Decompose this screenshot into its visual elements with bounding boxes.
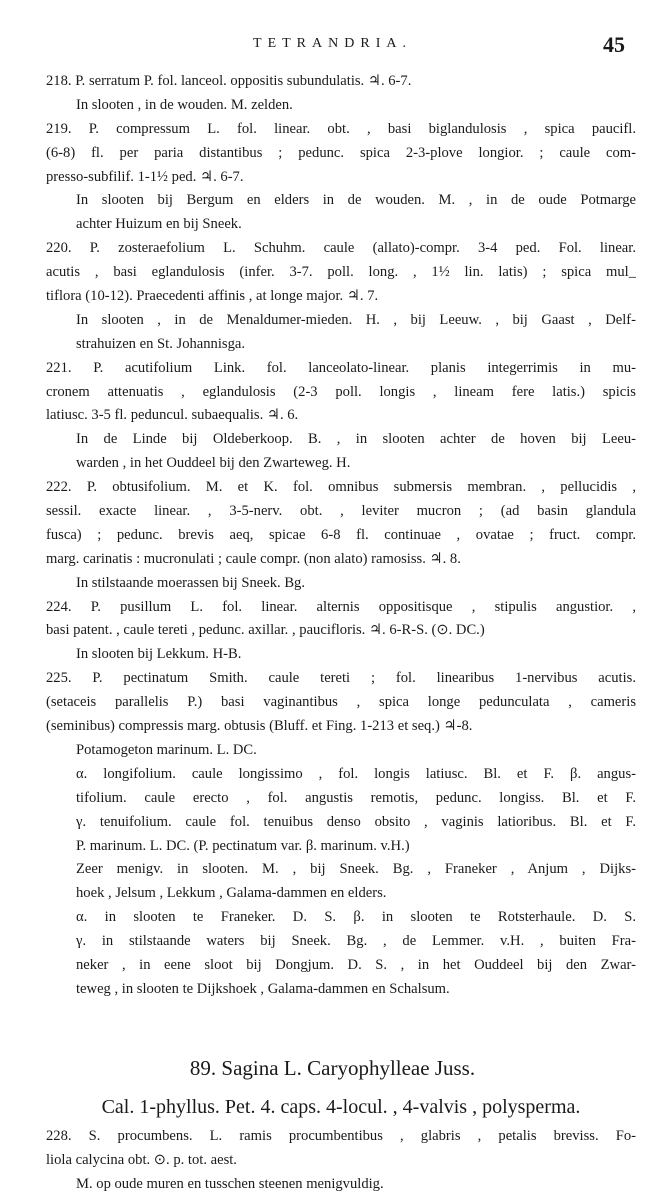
- running-title: TETRANDRIA.: [253, 36, 412, 51]
- species-entries: [46, 70, 636, 1002]
- text-line: 221. P. acutifolium Link. fol. lanceolato-linear. planis integerrimis in mu-: [46, 359, 636, 376]
- text-line: latiusc. 3-5 fl. peduncul. subaequalis. ♃. 6.: [46, 407, 299, 424]
- text-line: 224. P. pusillum L. fol. linear. alternis oppositisque , stipulis angustior. ,: [46, 598, 636, 615]
- text-line: α. longifolium. caule longissimo , fol. longis latiusc. Bl. et F. β. angus-: [76, 765, 636, 782]
- text-line: liola calycina obt. ⊙. p. tot. aest.: [46, 1151, 237, 1168]
- sagina-entries: [46, 1125, 636, 1197]
- text-line: warden , in het Ouddeel bij den Zwarteweg. H.: [76, 455, 351, 472]
- page-number: 45: [603, 32, 625, 57]
- text-line: fusca) ; pedunc. brevis aeq, spicae 6-8 fl. continuae , ovatae ; fruct. compr.: [46, 526, 636, 543]
- text-line: In slooten bij Bergum en elders in de wouden. M. , in de oude Potmarge: [76, 192, 636, 209]
- text-line: cronem attenuatis , eglandulosis (2-3 poll. longis , lineam fere latis.) spicis: [46, 383, 636, 400]
- genus-character: Cal. 1-phyllus. Pet. 4. caps. 4-locul. , 4-valvis , polysperma.: [101, 1096, 581, 1118]
- text-line: P. marinum. L. DC. (P. pectinatum var. β. marinum. v.H.): [76, 837, 410, 854]
- text-line: In stilstaande moerassen bij Sneek. Bg.: [76, 574, 305, 591]
- text-line: acutis , basi eglandulosis (infer. 3-7. poll. long. , 1½ lin. latis) ; spica mul_: [46, 264, 636, 281]
- text-line: neker , in eene sloot bij Dongjum. D. S. , in het Ouddeel bij den Zwar-: [76, 956, 636, 973]
- text-line: (seminibus) compressis marg. obtusis (Bluff. et Fing. 1-213 et seq.) ♃-8.: [46, 718, 473, 735]
- text-line: 228. S. procumbens. L. ramis procumbentibus , glabris , petalis breviss. Fo-: [46, 1128, 636, 1144]
- text-line: In slooten , in de wouden. M. zelden.: [76, 96, 293, 113]
- text-line: tifolium. caule erecto , fol. angustis remotis, pedunc. longiss. Bl. et F.: [76, 789, 636, 806]
- text-line: basi patent. , caule tereti , pedunc. axillar. , paucifloris. ♃. 6-R-S. (⊙. DC.): [46, 622, 485, 639]
- text-line: marg. carinatis : mucronulati ; caule compr. (non alato) ramosiss. ♃. 8.: [46, 550, 461, 567]
- text-line: 220. P. zosteraefolium L. Schuhm. caule (allato)-compr. 3-4 ped. Fol. linear.: [46, 240, 636, 257]
- text-line: teweg , in slooten te Dijkshoek , Galama-dammen en Schalsum.: [76, 980, 450, 997]
- text-line: (setaceis parallelis P.) basi vaginantibus , spica longe pedunculata , cameris: [46, 694, 636, 711]
- text-line: 219. P. compressum L. fol. linear. obt. , basi biglandulosis , spica paucifl.: [46, 120, 636, 137]
- text-line: sessil. exacte linear. , 3-5-nerv. obt. , leviter mucron ; (ad basin glandula: [46, 503, 636, 520]
- text-line: In de Linde bij Oldeberkoop. B. , in slooten achter de hoven bij Leeu-: [76, 431, 636, 448]
- text-line: (6-8) fl. per paria distantibus ; pedunc. spica 2-3-plove longior. ; caule com-: [46, 144, 636, 161]
- text-line: M. op oude muren en tusschen steenen menigvuldig.: [76, 1175, 384, 1192]
- text-line: hoek , Jelsum , Lekkum , Galama-dammen en elders.: [76, 885, 387, 902]
- text-line: Zeer menigv. in slooten. M. , bij Sneek. Bg. , Franeker , Anjum , Dijks-: [76, 861, 636, 878]
- text-line: In slooten , in de Menaldumer-mieden. H. , bij Leeuw. , bij Gaast , Delf-: [76, 311, 636, 328]
- text-line: Potamogeton marinum. L. DC.: [76, 741, 257, 758]
- text-line: 222. P. obtusifolium. M. et K. fol. omnibus submersis membran. , pellucidis ,: [46, 479, 636, 496]
- text-line: γ. in stilstaande waters bij Sneek. Bg. , de Lemmer. v.H. , buiten Fra-: [76, 933, 636, 950]
- text-line: strahuizen en St. Johannisga.: [76, 335, 246, 352]
- running-head: [0, 32, 665, 60]
- text-line: tiflora (10-12). Praecedenti affinis , at longe major. ♃. 7.: [46, 288, 379, 305]
- text-line: presso-subfilif. 1-1½ ped. ♃. 6-7.: [46, 168, 244, 185]
- genus-heading: 89. Sagina L. Caryophylleae Juss.: [189, 1056, 476, 1080]
- text-line: achter Huizum en bij Sneek.: [76, 216, 242, 233]
- text-line: γ. tenuifolium. caule fol. tenuibus denso obsito , vaginis latioribus. Bl. et F.: [76, 813, 636, 830]
- text-line: 218. P. serratum P. fol. lanceol. oppositis subundulatis. ♃. 6-7.: [46, 73, 412, 89]
- text-line: 225. P. pectinatum Smith. caule tereti ; fol. linearibus 1-nervibus acutis.: [46, 670, 636, 687]
- text-line: In slooten bij Lekkum. H-B.: [76, 646, 242, 663]
- text-line: α. in slooten te Franeker. D. S. β. in slooten te Rotsterhaule. D. S.: [76, 909, 636, 926]
